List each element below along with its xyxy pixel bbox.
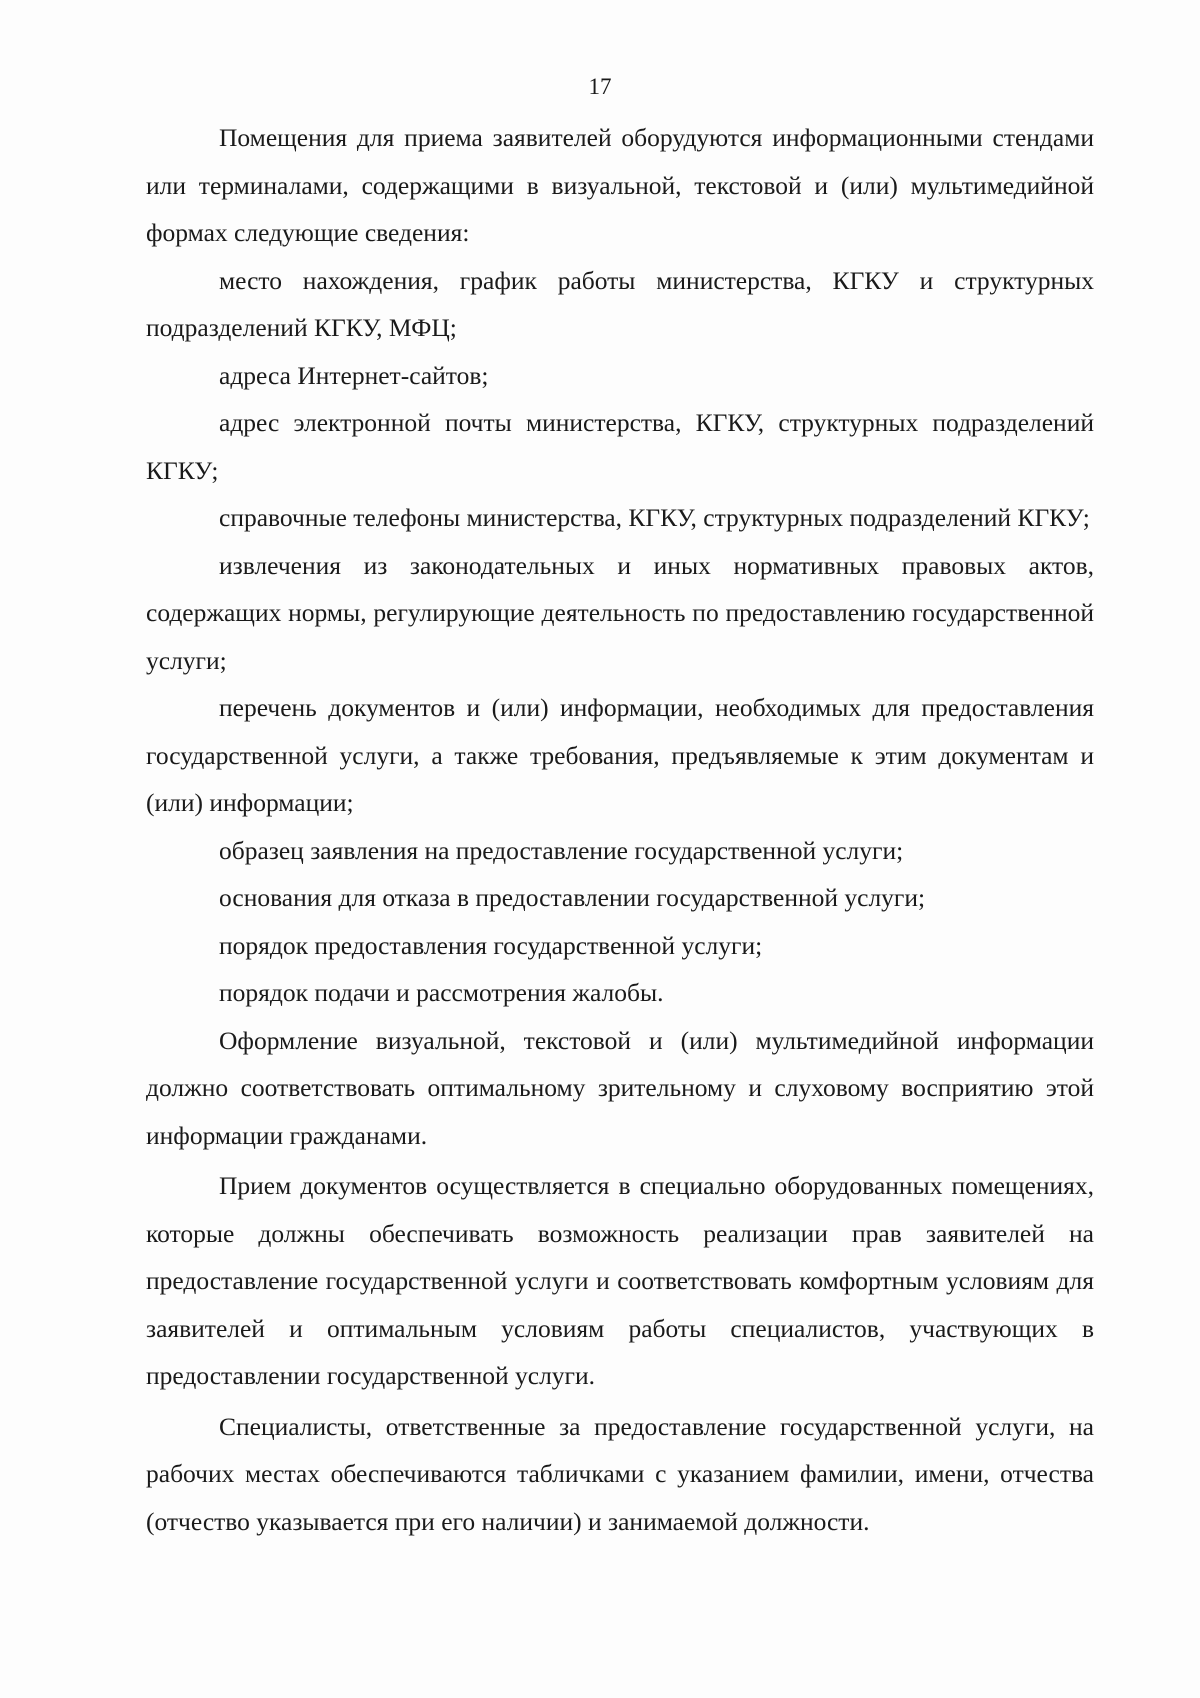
paragraph-service-procedure: порядок предоставления государственной услуги; bbox=[219, 930, 763, 960]
paragraph-premises-intro: Помещения для приема заявителей оборудуются информационными стендами или терминалами, содержащими в визуальной, текстовой и (или) мультимедийной формах следующие сведения: bbox=[146, 123, 1094, 247]
paragraph-email: адрес электронной почты министерства, КГКУ, структурных подразделений КГКУ; bbox=[146, 408, 1094, 485]
paragraph-location-schedule: место нахождения, график работы министерства, КГКУ и структурных подразделений КГКУ, МФЦ; bbox=[146, 265, 1094, 342]
paragraph-application-sample: образец заявления на предоставление государственной услуги; bbox=[219, 835, 904, 865]
paragraph-document-reception: Прием документов осуществляется в специально оборудованных помещениях, которые должны обеспечивать возможность реализации прав заявителей на предоставление государственной услуги и соответствовать комфортным условиям для заявителей и оптимальным условиям работы специалистов, участвующих в предоставлении государственной услуги. bbox=[146, 1171, 1094, 1390]
paragraph-websites: адреса Интернет-сайтов; bbox=[219, 360, 489, 390]
paragraph-specialists-nameplates: Специалисты, ответственные за предоставление государственной услуги, на рабочих местах обеспечиваются табличками с указанием фамилии, имени, отчества (отчество указывается при его наличии) и занимаемой должности. bbox=[146, 1411, 1094, 1536]
paragraph-refusal-grounds: основания для отказа в предоставлении государственной услуги; bbox=[219, 883, 926, 912]
paragraph-legal-extracts: извлечения из законодательных и иных нормативных правовых актов, содержащих нормы, регулирующие деятельность по предоставлению государственной услуги; bbox=[146, 550, 1094, 675]
paragraph-documents-list: перечень документов и (или) информации, необходимых для предоставления государственной услуги, а также требования, предъявляемые к этим документам и (или) информации; bbox=[146, 693, 1094, 817]
document-body bbox=[146, 114, 1094, 1545]
page-number: 17 bbox=[588, 74, 612, 99]
paragraph-information-design: Оформление визуальной, текстовой и (или) мультимедийной информации должно соответствовать оптимальному зрительному и слуховому восприятию этой информации гражданами. bbox=[146, 1025, 1094, 1150]
paragraph-complaint-procedure: порядок подачи и рассмотрения жалобы. bbox=[219, 978, 664, 1007]
paragraph-phones: справочные телефоны министерства, КГКУ, структурных подразделений КГКУ; bbox=[219, 503, 1090, 532]
